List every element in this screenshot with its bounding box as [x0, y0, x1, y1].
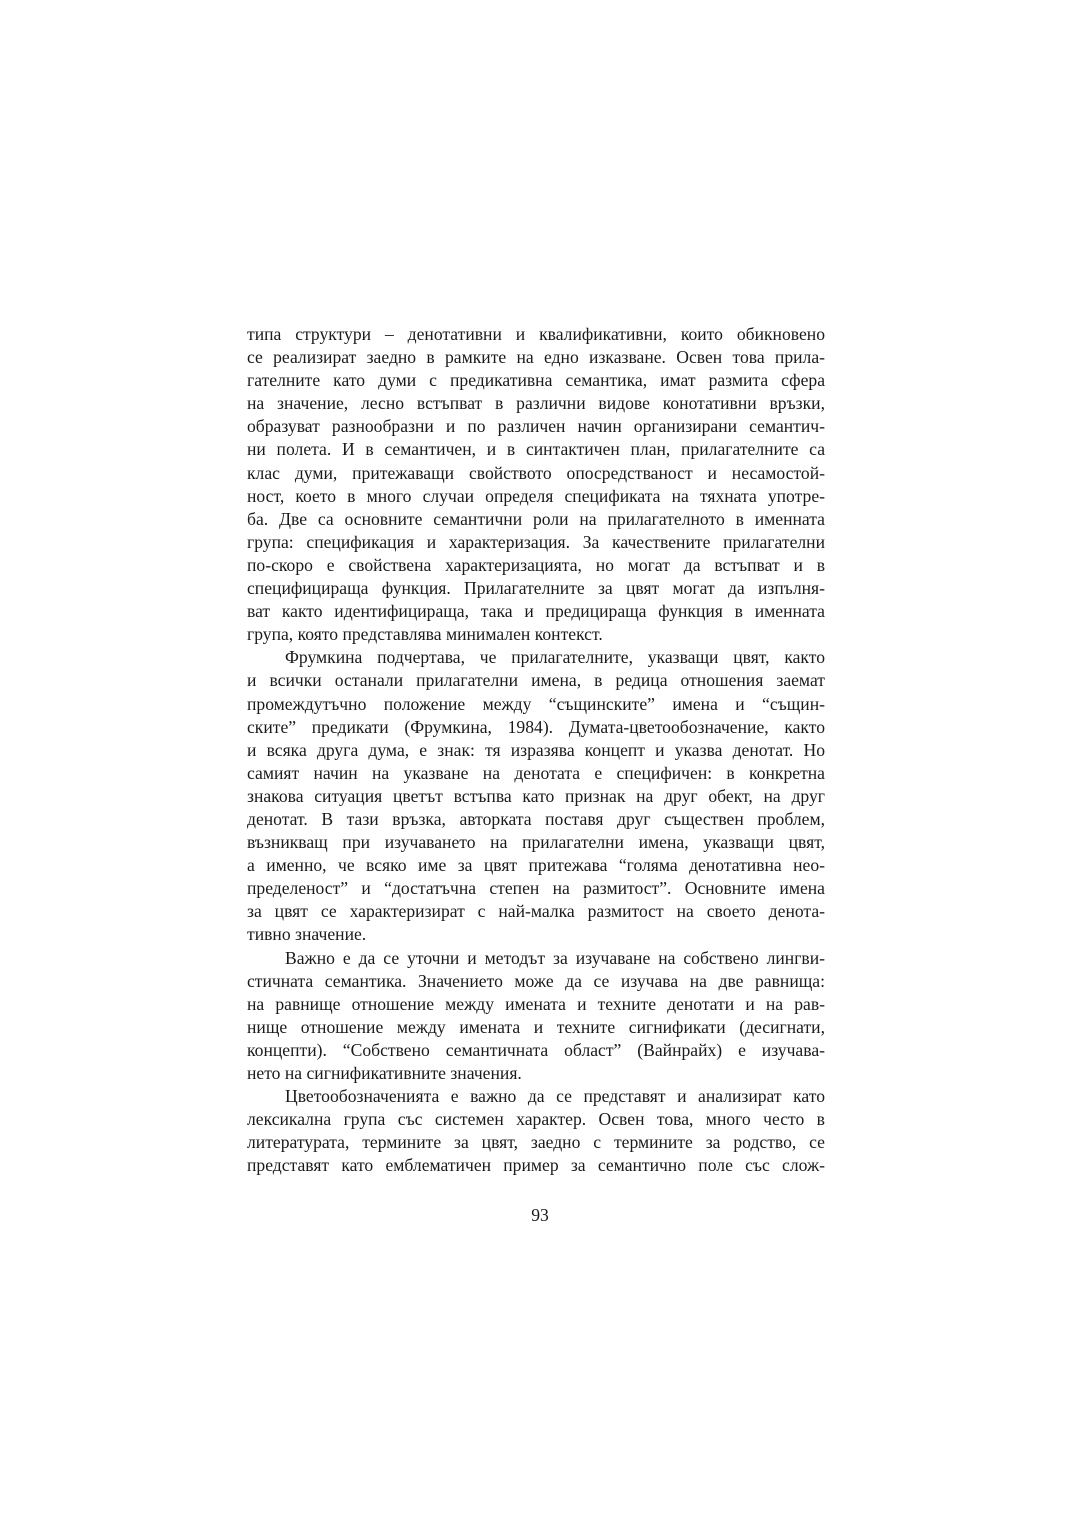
text-line: Важно е да се уточни и методът за изучаване на собствено лингви- [285, 947, 825, 968]
text-line: знакова ситуация цветът встъпва като признак на друг обект, на друг [247, 785, 825, 806]
text-line: ските” предикати (Фрумкина, 1984). Думата-цветообозначение, както [247, 716, 825, 737]
text-line: на значение, лесно встъпват в различни видове конотативни връзки, [247, 393, 825, 414]
text-line: нето на сигнификативните значения. [247, 1063, 522, 1083]
text-line: Фрумкина подчертава, че прилагателните, указващи цвят, както [285, 647, 825, 668]
text-line: група: спецификация и характеризация. За качествените прилагателни [247, 531, 825, 552]
paragraph [247, 1085, 825, 1177]
text-line: представят като емблематичен пример за семантично поле със слож- [247, 1155, 825, 1176]
text-line: лексикална група със системен характер. Освен това, много често в [247, 1109, 825, 1130]
text-line: и всички останали прилагателни имена, в редица отношения заемат [247, 670, 825, 691]
text-line: литературата, термините за цвят, заедно с термините за родство, се [247, 1132, 825, 1153]
text-line: и всяка друга дума, е знак: тя изразява концепт и указва денотат. Но [247, 739, 825, 760]
text-line: пределеност” и “достатъчна степен на размитост”. Основните имена [247, 878, 825, 899]
text-line: ба. Две са основните семантични роли на прилагателното в именната [247, 508, 825, 529]
text-line: специфицираща функция. Прилагателните за цвят могат да изпълня- [247, 578, 825, 599]
text-line: на равнище отношение между имената и техните денотати и на рав- [247, 993, 825, 1014]
text-line: гателните като думи с предикативна семантика, имат размита сфера [247, 370, 825, 391]
text-line: а именно, че всяко име за цвят притежава “голяма денотативна нео- [247, 855, 825, 876]
page-number: 93 [531, 1205, 549, 1225]
text-body [247, 323, 825, 1177]
text-line: нище отношение между имената и техните сигнификати (десигнати, [247, 1016, 825, 1037]
text-line: образуват разнообразни и по различен начин организирани семантич- [247, 416, 825, 437]
paragraph [247, 646, 825, 946]
text-line: ни полета. И в семантичен, и в синтактичен план, прилагателните са [247, 439, 825, 460]
text-line: типа структури – денотативни и квалификативни, които обикновено [247, 324, 825, 344]
text-line: клас думи, притежаващи свойството опосредстваност и несамостой- [247, 462, 825, 483]
text-line: възникващ при изучаването на прилагателни имена, указващи цвят, [247, 832, 825, 853]
text-line: стичната семантика. Значението може да се изучава на две равнища: [247, 970, 825, 991]
text-line: тивно значение. [247, 924, 367, 945]
text-line: концепти). “Собствено семантичната област” (Вайнрайх) е изучава- [247, 1039, 825, 1060]
text-line: промеждутъчно положение между “същинските” имена и “същин- [247, 693, 825, 714]
text-line: денотат. В тази връзка, авторката поставя друг съществен проблем, [247, 808, 825, 829]
text-line: за цвят се характеризират с най-малка размитост на своето денота- [247, 901, 825, 922]
text-line: ност, което в много случаи определя спецификата на тяхната употре- [247, 485, 825, 506]
text-line: самият начин на указване на денотата е специфичен: в конкретна [247, 762, 825, 783]
paragraph [247, 947, 825, 1086]
paragraph [247, 323, 825, 646]
text-line: се реализират заедно в рамките на едно изказване. Освен това прила- [247, 347, 825, 368]
text-line: ват както идентифицираща, така и предицираща функция в именната [247, 601, 825, 622]
text-line: Цветообозначенията е важно да се представят и анализират като [285, 1086, 825, 1107]
text-line: по-скоро е свойствена характеризацията, но могат да встъпват и в [247, 554, 825, 575]
text-line: група, която представлява минимален контекст. [247, 624, 603, 645]
